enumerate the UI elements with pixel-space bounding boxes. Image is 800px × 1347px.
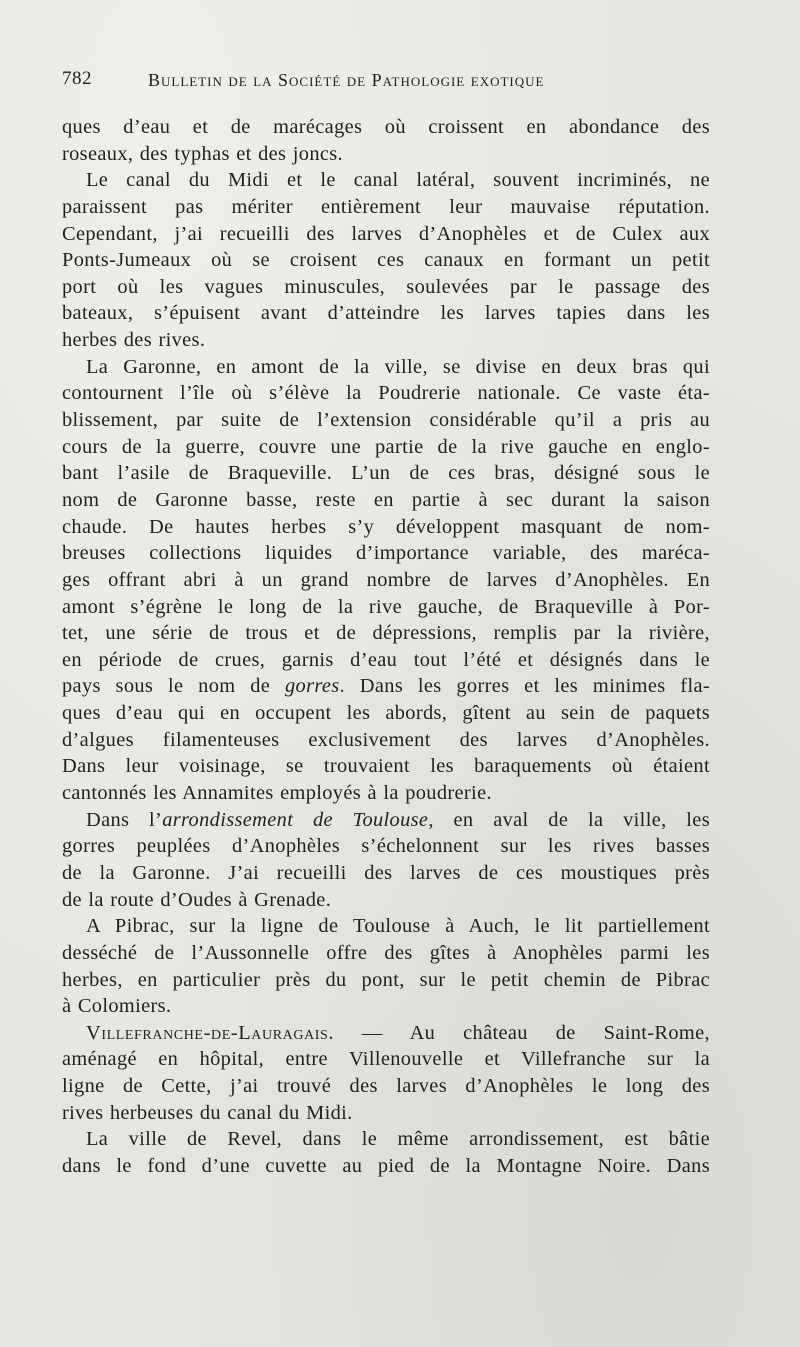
- text-line: [62, 620, 710, 647]
- text-line: [62, 487, 710, 514]
- text-segment: amont s’égrène le long de la rive gauche, de Braqueville à Por-: [62, 595, 710, 618]
- text-line: [62, 727, 710, 754]
- text-line: [62, 141, 710, 168]
- text-line-content: [62, 807, 710, 834]
- text-segment: , en aval de la ville, les: [428, 808, 710, 831]
- text-segment: herbes, en particulier près du pont, sur le petit chemin de Pibrac: [62, 968, 710, 991]
- text-segment: herbes des rives.: [62, 329, 206, 352]
- text-line-content: [62, 1153, 710, 1180]
- text-segment: Ponts-Jumeaux où se croisent ces canaux en formant un petit: [62, 249, 710, 272]
- text-line: [62, 673, 710, 700]
- text-line: [62, 114, 710, 141]
- page-header: [62, 68, 722, 98]
- text-segment: port où les vagues minuscules, soulevées par le passage des: [62, 275, 710, 298]
- text-line-content: [62, 114, 710, 141]
- text-line-content: [62, 780, 710, 807]
- text-line: [62, 274, 710, 301]
- text-segment: — Au château de Saint-Rome,: [334, 1021, 710, 1044]
- text-line-content: [62, 1126, 710, 1153]
- text-line: [62, 567, 710, 594]
- text-line-content: [62, 274, 710, 301]
- text-segment: La Garonne, en amont de la ville, se divise en deux bras qui: [86, 355, 710, 378]
- text-line: [62, 380, 710, 407]
- text-line-content: [62, 247, 710, 274]
- text-segment: Dans l’: [86, 808, 163, 831]
- text-line: [62, 940, 710, 967]
- text-line-content: [62, 700, 710, 727]
- text-line: [62, 887, 710, 914]
- text-line: [62, 354, 710, 381]
- text-line: [62, 833, 710, 860]
- text-line: [62, 993, 710, 1020]
- text-line: [62, 247, 710, 274]
- text-line-content: [62, 167, 710, 194]
- text-line-content: [62, 753, 710, 780]
- text-line-content: [62, 967, 710, 994]
- text-line-content: [62, 1046, 710, 1073]
- text-segment: dans le fond d’une cuvette au pied de la Montagne Noire. Dans: [62, 1154, 710, 1177]
- small-caps-heading: Villefranche-de-Lauragais.: [86, 1021, 335, 1044]
- text-segment: contournent l’île où s’élève la Poudrerie nationale. Ce vaste éta-: [62, 382, 710, 405]
- text-segment: . Dans les gorres et les minimes fla-: [339, 675, 711, 698]
- text-line-content: [62, 567, 710, 594]
- italic-text: arrondissement de Toulouse: [162, 808, 429, 831]
- text-segment: en période de crues, garnis d’eau tout l’été et désignés dans le: [62, 648, 710, 671]
- text-segment: bant l’asile de Braqueville. L’un de ces bras, désigné sous le: [62, 462, 710, 485]
- text-line-content: [62, 887, 710, 914]
- text-line: [62, 913, 710, 940]
- text-segment: ques d’eau qui en occupent les abords, gîtent au sein de paquets: [62, 702, 710, 725]
- text-segment: La ville de Revel, dans le même arrondissement, est bâtie: [86, 1128, 710, 1151]
- text-line: [62, 194, 710, 221]
- text-line: [62, 514, 710, 541]
- page-number: 782: [62, 68, 92, 89]
- text-segment: de la route d’Oudes à Grenade.: [62, 888, 332, 911]
- text-segment: Le canal du Midi et le canal latéral, souvent incriminés, ne: [86, 169, 710, 192]
- text-segment: breuses collections liquides d’importance variable, des maréca-: [62, 542, 710, 565]
- text-segment: de la Garonne. J’ai recueilli des larves de ces moustiques près: [62, 861, 710, 884]
- text-segment: rives herbeuses du canal du Midi.: [62, 1101, 353, 1124]
- text-segment: aménagé en hôpital, entre Villenouvelle et Villefranche sur la: [62, 1048, 710, 1071]
- text-line: [62, 1100, 710, 1127]
- text-segment: ligne de Cette, j’ai trouvé des larves d’Anophèles le long des: [62, 1075, 710, 1098]
- text-line-content: [62, 913, 710, 940]
- text-segment: chaude. De hautes herbes s’y développent masquant de nom-: [62, 515, 710, 538]
- text-segment: ges offrant abri à un grand nombre de larves d’Anophèles. En: [62, 568, 710, 591]
- text-line-content: [62, 487, 710, 514]
- text-line: [62, 807, 710, 834]
- text-line-content: [62, 327, 710, 354]
- text-line-content: [62, 647, 710, 674]
- text-line: [62, 967, 710, 994]
- text-segment: Cependant, j’ai recueilli des larves d’Anophèles et de Culex aux: [62, 222, 710, 245]
- text-line: [62, 300, 710, 327]
- text-line-content: [62, 434, 710, 461]
- text-segment: ques d’eau et de marécages où croissent en abondance des: [62, 116, 710, 138]
- italic-text: gorres: [284, 675, 340, 698]
- text-line-content: [62, 993, 710, 1020]
- text-segment: roseaux, des typhas et des joncs.: [62, 142, 344, 165]
- text-segment: blissement, par suite de l’extension considérable qu’il a pris au: [62, 409, 710, 432]
- text-segment: paraissent pas mériter entièrement leur mauvaise réputation.: [62, 195, 710, 218]
- text-segment: à Colomiers.: [62, 995, 172, 1018]
- text-line: [62, 860, 710, 887]
- text-segment: A Pibrac, sur la ligne de Toulouse à Auch, le lit partiellement: [86, 915, 710, 938]
- text-line: [62, 407, 710, 434]
- text-line: [62, 167, 710, 194]
- text-segment: d’algues filamenteuses exclusivement des larves d’Anophèles.: [62, 728, 710, 751]
- text-line-content: [62, 940, 710, 967]
- text-line-content: [62, 380, 710, 407]
- text-line-content: [62, 594, 710, 621]
- text-line-content: [62, 407, 710, 434]
- text-line: [62, 327, 710, 354]
- body-text: [62, 114, 710, 1180]
- text-line-content: [62, 1073, 710, 1100]
- text-line-content: [62, 354, 710, 381]
- text-line: [62, 221, 710, 248]
- text-line-content: [62, 300, 710, 327]
- text-line: [62, 1153, 710, 1180]
- text-segment: cours de la guerre, couvre une partie de la rive gauche en englo-: [62, 435, 710, 458]
- text-segment: cantonnés les Annamites employés à la poudrerie.: [62, 782, 492, 805]
- text-line-content: [62, 620, 710, 647]
- text-line-content: [62, 221, 710, 248]
- text-line-content: [62, 514, 710, 541]
- text-segment: bateaux, s’épuisent avant d’atteindre les larves tapies dans les: [62, 302, 710, 325]
- text-line: [62, 1073, 710, 1100]
- text-line-content: [62, 141, 710, 168]
- text-line: [62, 460, 710, 487]
- text-segment: Dans leur voisinage, se trouvaient les baraquements où étaient: [62, 755, 710, 778]
- text-line-content: [62, 194, 710, 221]
- text-line-content: [62, 673, 710, 700]
- text-line-content: [62, 727, 710, 754]
- text-line-content: [62, 833, 710, 860]
- text-line: [62, 540, 710, 567]
- text-line: [62, 434, 710, 461]
- text-line: [62, 594, 710, 621]
- text-line: [62, 1126, 710, 1153]
- text-line: [62, 780, 710, 807]
- text-line: [62, 700, 710, 727]
- text-line: [62, 1046, 710, 1073]
- text-line: [62, 753, 710, 780]
- text-segment: nom de Garonne basse, reste en partie à sec durant la saison: [62, 488, 710, 511]
- text-segment: tet, une série de trous et de dépressions, remplis par la rivière,: [62, 622, 710, 645]
- text-segment: desséché de l’Aussonnelle offre des gîtes à Anophèles parmi les: [62, 941, 710, 964]
- text-line: [62, 647, 710, 674]
- text-line-content: [62, 460, 710, 487]
- running-title: Bulletin de la Société de Pathologie exotique: [148, 70, 545, 90]
- text-segment: pays sous le nom de: [62, 675, 285, 698]
- text-line-content: [62, 1100, 710, 1127]
- text-line: [62, 1020, 710, 1047]
- text-line-content: [62, 540, 710, 567]
- text-segment: gorres peuplées d’Anophèles s’échelonnent sur les rives basses: [62, 835, 710, 858]
- text-line-content: [62, 860, 710, 887]
- text-line-content: [62, 1020, 710, 1047]
